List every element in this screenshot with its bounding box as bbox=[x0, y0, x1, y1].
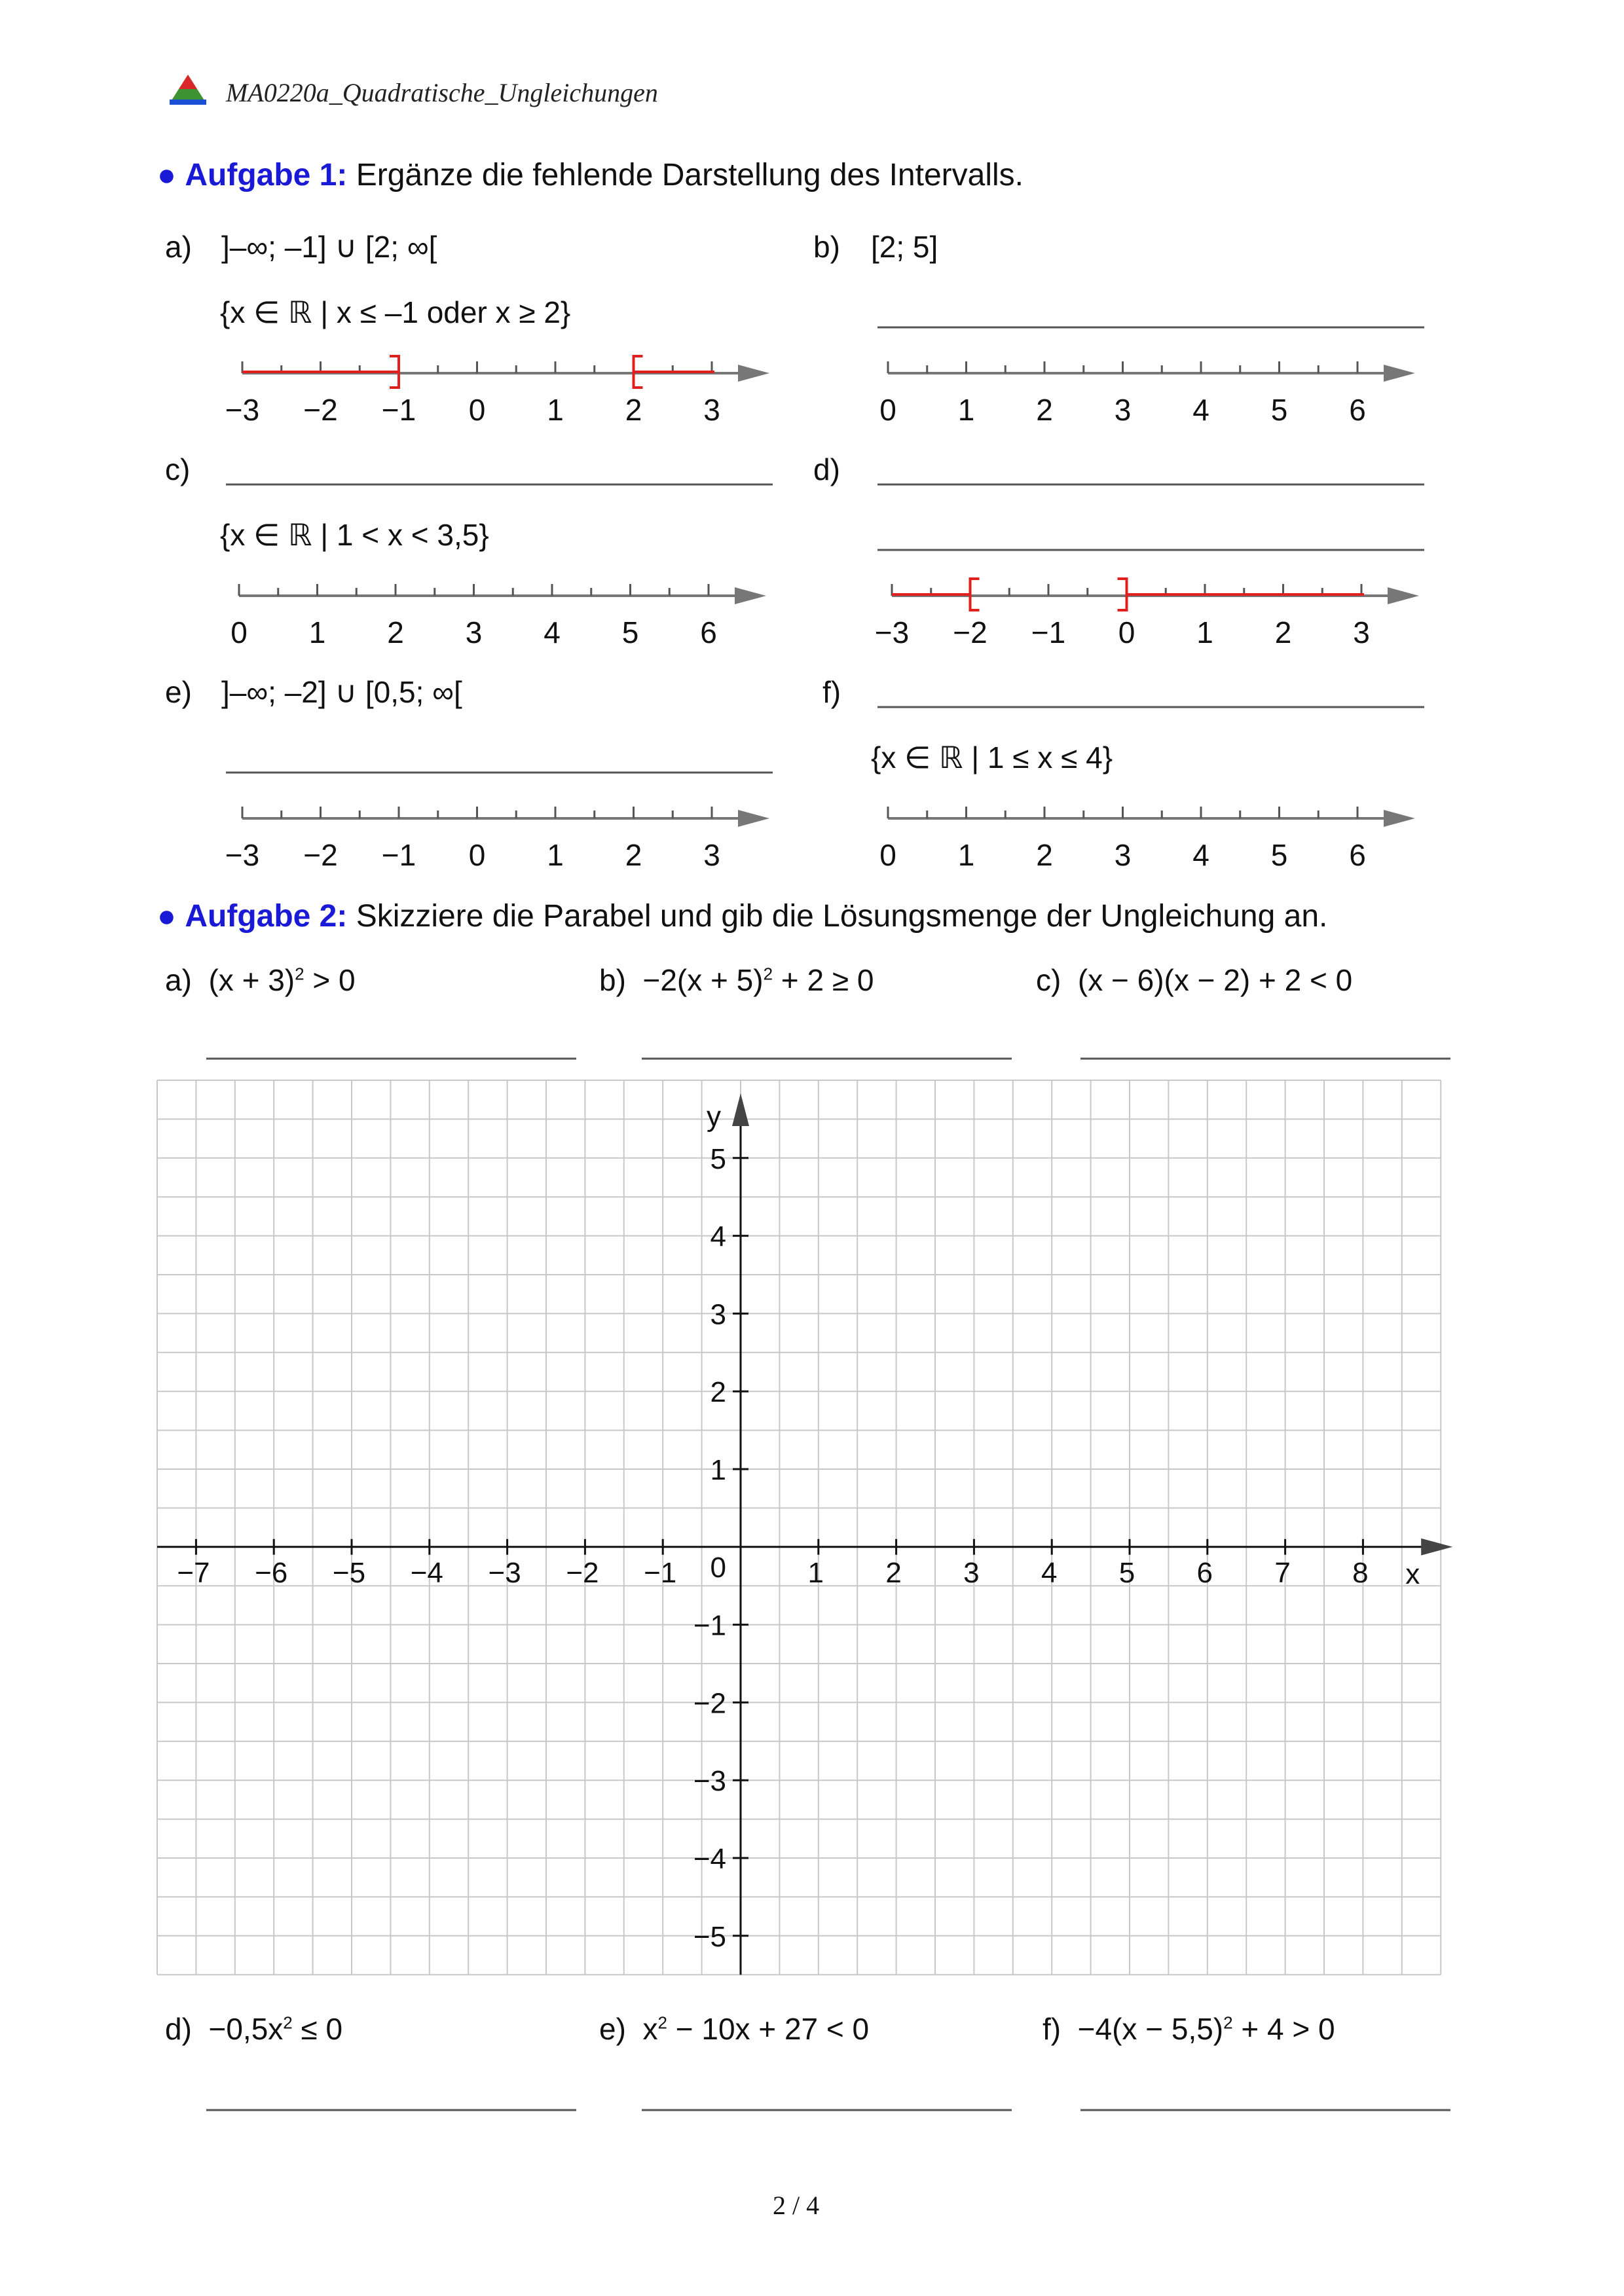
task2-a-expr2: > 0 bbox=[304, 963, 356, 997]
number-line-label: −1 bbox=[1031, 615, 1066, 649]
task2-b-expr2: + 2 ≥ 0 bbox=[773, 963, 874, 997]
task2-e-letter: e) bbox=[599, 2012, 626, 2046]
task1-text: Ergänze die fehlende Darstellung des Intervalls. bbox=[356, 158, 1024, 192]
y-axis-tick-label: 5 bbox=[710, 1142, 726, 1175]
task2-b-exp: 2 bbox=[763, 964, 773, 984]
y-axis-tick-label: −2 bbox=[693, 1687, 726, 1720]
x-axis-tick-label: −6 bbox=[255, 1556, 288, 1589]
task1-c-letter: c) bbox=[165, 452, 191, 486]
task1-label: Aufgabe 1: bbox=[185, 158, 348, 192]
number-line-label: 0 bbox=[468, 838, 486, 872]
y-axis-tick-label: −1 bbox=[693, 1609, 726, 1642]
y-axis-tick-label: −5 bbox=[693, 1920, 726, 1953]
x-axis-tick-label: 6 bbox=[1196, 1556, 1213, 1589]
task2-b-expr: −2(x + 5) bbox=[642, 963, 764, 997]
number-line-label: 3 bbox=[703, 838, 720, 872]
x-axis-tick-label: 2 bbox=[885, 1556, 902, 1589]
task1-a-set: {x ∈ ℝ | x ≤ –1 oder x ≥ 2} bbox=[220, 295, 571, 329]
task1-bullet: ● bbox=[157, 158, 176, 192]
number-line-label: 2 bbox=[1036, 838, 1053, 872]
y-axis-arrow-icon bbox=[732, 1093, 749, 1126]
number-line-label: 5 bbox=[1270, 393, 1288, 427]
task2-f-expr: −4(x − 5,5) bbox=[1077, 2012, 1224, 2046]
number-line-label: 5 bbox=[1270, 838, 1288, 872]
number-line-label: 4 bbox=[1192, 838, 1209, 872]
task2-b-letter: b) bbox=[599, 963, 626, 997]
number-line-e bbox=[225, 807, 769, 872]
number-line-label: 4 bbox=[544, 615, 561, 649]
arrow-right-icon bbox=[738, 365, 769, 382]
number-line-label: 1 bbox=[547, 838, 564, 872]
task2-a-letter: a) bbox=[165, 963, 192, 997]
x-axis-tick-label: −2 bbox=[566, 1556, 599, 1589]
number-line-label: 0 bbox=[231, 615, 248, 649]
x-axis-tick-label: −4 bbox=[410, 1556, 443, 1589]
task1-b-letter: b) bbox=[813, 230, 840, 264]
arrow-right-icon bbox=[1384, 810, 1415, 827]
number-line-label: 4 bbox=[1192, 393, 1209, 427]
x-axis-tick-label: 4 bbox=[1041, 1556, 1058, 1589]
number-line-label: 6 bbox=[1349, 393, 1366, 427]
x-axis-tick-label: 3 bbox=[963, 1556, 980, 1589]
number-line-label: 2 bbox=[625, 393, 642, 427]
number-line-c bbox=[231, 584, 766, 649]
y-axis-tick-label: 2 bbox=[710, 1376, 726, 1409]
number-line-label: −2 bbox=[953, 615, 987, 649]
task2-c-expr: (x − 6)(x − 2) + 2 < 0 bbox=[1077, 963, 1353, 997]
x-axis-tick-label: −5 bbox=[332, 1556, 366, 1589]
number-line-label: 0 bbox=[879, 838, 896, 872]
number-line-b bbox=[879, 361, 1415, 427]
page-number: 2 / 4 bbox=[773, 2191, 820, 2220]
document-title: MA0220a_Quadratische_Ungleichungen bbox=[226, 78, 658, 107]
task1-f-set: {x ∈ ℝ | 1 ≤ x ≤ 4} bbox=[871, 740, 1113, 774]
number-line-label: 2 bbox=[1036, 393, 1053, 427]
x-axis-tick-label: 1 bbox=[807, 1556, 824, 1589]
task2-d-expr: −0,5x bbox=[208, 2012, 284, 2046]
number-line-label: 1 bbox=[1196, 615, 1213, 649]
number-line-label: −3 bbox=[874, 615, 910, 649]
task2-f-exp: 2 bbox=[1223, 2013, 1233, 2033]
task2-e-expr: x bbox=[642, 2012, 658, 2046]
number-line-label: 6 bbox=[1349, 838, 1366, 872]
x-axis-tick-label: 5 bbox=[1118, 1556, 1135, 1589]
arrow-right-icon bbox=[1388, 587, 1419, 604]
number-line-label: 2 bbox=[387, 615, 404, 649]
x-axis-tick-label: −7 bbox=[177, 1556, 210, 1589]
number-line-label: 1 bbox=[547, 393, 564, 427]
number-line-label: 5 bbox=[621, 615, 639, 649]
number-line-label: 6 bbox=[700, 615, 717, 649]
task1-d-letter: d) bbox=[813, 452, 840, 486]
number-line-label: 0 bbox=[879, 393, 896, 427]
number-line-label: −1 bbox=[381, 393, 416, 427]
task1-a-letter: a) bbox=[165, 230, 192, 264]
task2-bullet: ● bbox=[157, 899, 176, 934]
x-axis-label: x bbox=[1405, 1558, 1420, 1590]
number-line-label: 0 bbox=[468, 393, 486, 427]
y-axis-tick-label: −4 bbox=[693, 1843, 726, 1875]
task2-d-letter: d) bbox=[165, 2012, 192, 2046]
task2-f-letter: f) bbox=[1043, 2012, 1061, 2046]
task2-c-letter: c) bbox=[1036, 963, 1061, 997]
task1-f-letter: f) bbox=[822, 675, 841, 709]
number-line-label: −3 bbox=[225, 393, 260, 427]
y-axis-tick-label: −3 bbox=[693, 1765, 726, 1798]
number-line-label: 1 bbox=[957, 393, 975, 427]
number-line-label: 2 bbox=[1274, 615, 1292, 649]
task2-text: Skizziere die Parabel und gib die Lösungsmenge der Ungleichung an. bbox=[356, 899, 1328, 934]
number-line-label: −1 bbox=[381, 838, 416, 872]
x-axis-tick-label: 8 bbox=[1352, 1556, 1369, 1589]
task2-a-expr: (x + 3) bbox=[208, 963, 295, 997]
number-line-label: −3 bbox=[225, 838, 260, 872]
task1-a-interval: ]–∞; –1] ∪ [2; ∞[ bbox=[221, 230, 437, 264]
number-line-label: 0 bbox=[1118, 615, 1135, 649]
coordinate-grid bbox=[157, 1080, 1452, 1975]
arrow-right-icon bbox=[738, 810, 769, 827]
task2-e-exp: 2 bbox=[657, 2013, 667, 2033]
arrow-right-icon bbox=[735, 587, 766, 604]
task2-e-expr2: − 10x + 27 < 0 bbox=[667, 2012, 870, 2046]
task1-e-interval: ]–∞; –2] ∪ [0,5; ∞[ bbox=[221, 675, 462, 709]
number-line-label: −2 bbox=[303, 838, 338, 872]
task2-d-expr2: ≤ 0 bbox=[292, 2012, 343, 2046]
y-axis-tick-label: 3 bbox=[710, 1298, 726, 1331]
x-axis-tick-label: −3 bbox=[488, 1556, 521, 1589]
number-line-label: 2 bbox=[625, 838, 642, 872]
task2-d-exp: 2 bbox=[283, 2013, 293, 2033]
y-axis-tick-label: 1 bbox=[710, 1454, 726, 1486]
number-line-label: 1 bbox=[308, 615, 326, 649]
task2-f-expr2: + 4 > 0 bbox=[1232, 2012, 1335, 2046]
number-line-label: 3 bbox=[1114, 393, 1132, 427]
number-line-label: −2 bbox=[303, 393, 338, 427]
task1-e-letter: e) bbox=[165, 675, 192, 709]
number-line-label: 3 bbox=[1114, 838, 1132, 872]
number-line-f bbox=[879, 807, 1415, 872]
x-axis-tick-label: 7 bbox=[1274, 1556, 1291, 1589]
number-line-label: 3 bbox=[1353, 615, 1370, 649]
arrow-right-icon bbox=[1384, 365, 1415, 382]
number-line-label: 1 bbox=[957, 838, 975, 872]
x-axis-arrow-icon bbox=[1421, 1539, 1452, 1556]
number-line-label: 3 bbox=[465, 615, 483, 649]
task2-label: Aufgabe 2: bbox=[185, 899, 348, 934]
task1-b-interval: [2; 5] bbox=[871, 230, 938, 264]
number-line-label: 3 bbox=[703, 393, 720, 427]
y-axis-tick-label: 4 bbox=[710, 1220, 726, 1253]
task1-c-set: {x ∈ ℝ | 1 < x < 3,5} bbox=[220, 518, 489, 552]
origin-label: 0 bbox=[710, 1551, 726, 1584]
task2-a-exp: 2 bbox=[295, 964, 304, 984]
x-axis-tick-label: −1 bbox=[644, 1556, 677, 1589]
y-axis-label: y bbox=[707, 1101, 721, 1133]
